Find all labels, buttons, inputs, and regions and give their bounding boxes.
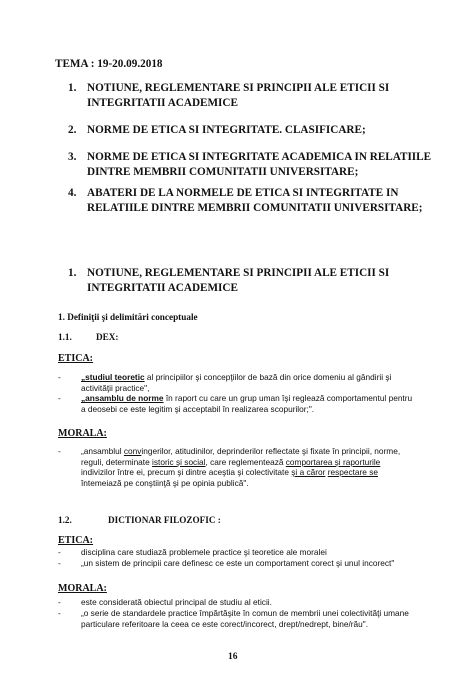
- etica2-item-2: [58, 558, 448, 569]
- definition-line2: activităţii practice",: [81, 382, 150, 393]
- etica2-item-1: [58, 547, 448, 558]
- toc-number: 2.: [68, 124, 77, 136]
- underlined-run: conv: [123, 446, 142, 456]
- morala-heading-2: MORALA:: [58, 583, 107, 594]
- item-text: [81, 608, 419, 629]
- toc-text-line2: DINTRE MEMBRII COMUNITATII UNIVERSITARE;: [87, 166, 359, 178]
- bullet-dash: -: [58, 597, 61, 607]
- underlined-run: comportarea şi raporturile: [285, 456, 381, 467]
- text-run: „ansamblul: [81, 446, 124, 456]
- section-heading: [68, 266, 440, 296]
- toc-number: 3.: [68, 151, 77, 163]
- item-text: este considerată obiectul principal de studiu al eticii.: [81, 597, 272, 607]
- morala2-item-2: [58, 608, 448, 630]
- bullet-dash: -: [58, 393, 61, 403]
- morala-definition: [58, 446, 448, 492]
- toc-item-3: [68, 150, 440, 180]
- toc-text-line1: NORME DE ETICA SI INTEGRITATE. CLASIFICARE;: [87, 124, 366, 136]
- toc-text-line2: RELATIILE DINTRE MEMBRII COMUNITATII UNIVERSITARE;: [87, 202, 423, 214]
- definition-text: [81, 446, 419, 488]
- bullet-dash: -: [58, 372, 61, 382]
- toc-number: 4.: [68, 187, 77, 199]
- bullet-dash: -: [58, 446, 61, 456]
- etica-definition-1: [58, 372, 448, 394]
- etica-definition-2: [58, 393, 448, 415]
- definition-rest: în raport cu care un grup uman îşi reglează comportamentul pentru: [163, 393, 413, 403]
- text-run: întemeiază pe conştiinţă şi pe opinia publică".: [81, 477, 249, 488]
- toc-text-line1: NOTIUNE, REGLEMENTARE SI PRINCIPII ALE ETICII SI: [87, 82, 390, 94]
- underlined-run: şi a căror: [291, 467, 326, 478]
- toc-text-line2: INTEGRITATII ACADEMICE: [87, 97, 238, 109]
- section-title-line1: NOTIUNE, REGLEMENTARE SI PRINCIPII ALE ETICII SI: [87, 267, 390, 279]
- lecture-date: TEMA : 19-20.09.2018: [55, 58, 163, 70]
- item-text: disciplina care studiază problemele practice şi teoretice ale moralei: [81, 547, 327, 557]
- toc-item-2: [68, 123, 440, 138]
- term-studiul-teoretic: „studiul teoretic: [81, 372, 145, 382]
- dictionary-number: 1.2.: [58, 515, 72, 525]
- text-run: particulare referitoare la ceea ce este corect/incorect, drept/nedrept, bine/rău".: [81, 618, 369, 629]
- item-text: „un sistem de principii care definesc ce este un comportament corect şi unul incorect": [81, 558, 395, 568]
- definition-text: [81, 393, 419, 414]
- toc-text-line1: ABATERI DE LA NORMELE DE ETICA SI INTEGRITATE IN: [87, 187, 399, 199]
- toc-text-line1: NORME DE ETICA SI INTEGRITATE ACADEMICA IN RELATIILE: [87, 151, 432, 163]
- section-number: 1.: [68, 267, 77, 279]
- toc-number: 1.: [68, 82, 77, 94]
- bullet-dash: -: [58, 547, 61, 557]
- bullet-dash: -: [58, 558, 61, 568]
- morala-heading: MORALA:: [58, 428, 107, 439]
- bullet-dash: -: [58, 608, 61, 618]
- section-title-line2: INTEGRITATII ACADEMICE: [87, 282, 238, 294]
- morala2-item-1: [58, 597, 448, 608]
- toc-item-1: [68, 81, 440, 111]
- subsection-title: 1. Definiţii şi delimitări conceptuale: [58, 312, 198, 322]
- etica-heading: ETICA:: [58, 353, 94, 364]
- definition-rest: al principiilor şi concepţiilor de bază din orice domeniu al gândirii şi: [144, 372, 392, 382]
- text-run: reguli, determinate: [81, 456, 153, 467]
- text-run: „o serie de standardele practice împărtăşite în comun de membrii unei colectivităţi umane: [81, 608, 409, 618]
- underlined-run: istoric şi social: [152, 456, 206, 467]
- term-ansamblu-de-norme: „ansamblu de norme: [81, 393, 164, 403]
- toc-item-4: [68, 186, 440, 216]
- dictionary-title: DICTIONAR FILOZOFIC :: [108, 515, 221, 525]
- definition-text: [81, 372, 419, 393]
- text-run: , care reglementează: [205, 456, 286, 467]
- etica-heading-2: ETICA:: [58, 535, 94, 546]
- definition-line2: a deosebi ce este legitim şi acceptabil în realizarea scopurilor;".: [81, 403, 315, 414]
- dex-number: 1.1.: [58, 332, 72, 342]
- underlined-run: respectare se: [327, 467, 378, 478]
- text-run: indivizilor între ei, precum şi dintre aceştia şi colectivitate: [81, 467, 292, 478]
- page-number: 16: [228, 652, 238, 662]
- text-run: ingerilor, atitudinilor, deprinderilor reflectate şi fixate în principii, norme,: [141, 446, 401, 456]
- dex-title: DEX:: [96, 332, 119, 342]
